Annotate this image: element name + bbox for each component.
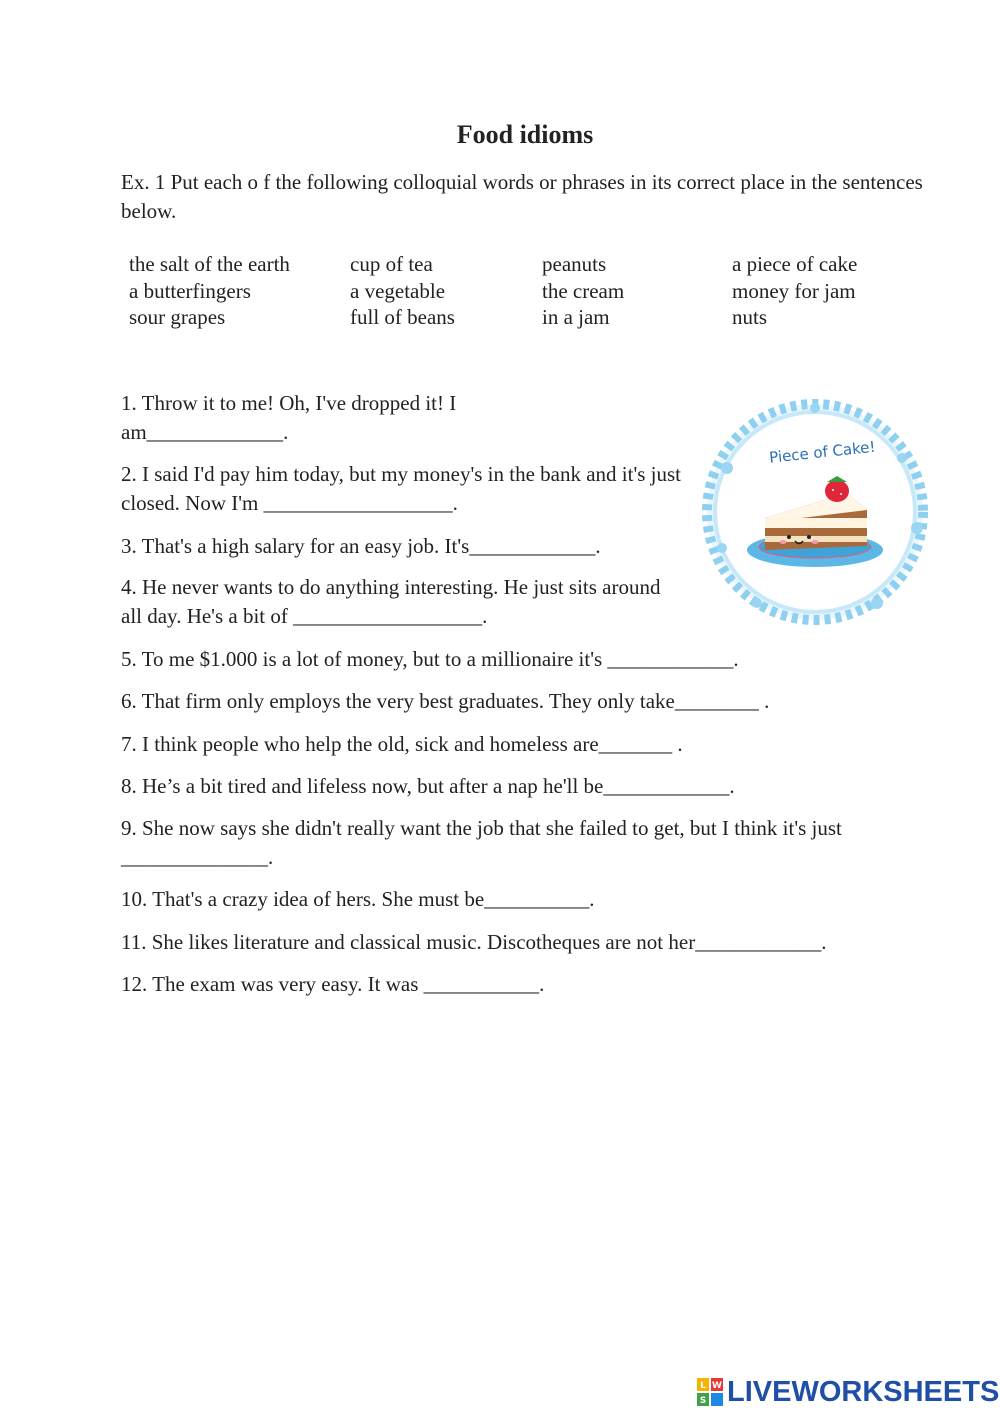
word-bank-item: money for jam (732, 278, 856, 303)
word-bank-item: in a jam (542, 305, 610, 329)
word-bank-item: full of beans (350, 305, 455, 329)
question-12: 12. The exam was very easy. It was ___________. (121, 972, 545, 996)
word-bank-item: a vegetable (350, 278, 446, 303)
word-bank-item: sour grapes (129, 305, 226, 329)
word-bank-row (129, 278, 949, 305)
liveworksheets-logo-icon (697, 1378, 723, 1406)
word-bank-row (129, 251, 949, 278)
word-bank-row (129, 304, 949, 331)
word-bank-item: peanuts (542, 252, 607, 276)
question-2: 2. I said I'd pay him today, but my money's in the bank and it's just closed. Now I'm __________________. (121, 462, 682, 515)
word-bank-item: a butterfingers (129, 278, 251, 303)
svg-text:L: L (700, 1381, 706, 1391)
question-6: 6. That firm only employs the very best graduates. They only take________ . (121, 689, 770, 713)
question-4: 4. He never wants to do anything interesting. He just sits around all day. He's a bit of __________________. (121, 575, 661, 628)
page-title: Food idioms (456, 120, 594, 149)
question-10: 10. That's a crazy idea of hers. She must be__________. (121, 887, 595, 911)
word-bank-item: nuts (732, 305, 768, 329)
word-bank-item: cup of tea (350, 252, 433, 276)
word-bank-item: the cream (542, 278, 625, 303)
svg-text:S: S (699, 1396, 707, 1406)
word-bank (129, 251, 949, 331)
question-9: 9. She now says she didn't really want the job that she failed to get, but I think it's just ______________. (121, 816, 842, 869)
word-bank-item: the salt of the earth (129, 252, 290, 276)
piece-of-cake-illustration (697, 398, 934, 626)
question-11: 11. She likes literature and classical music. Discotheques are not her____________. (121, 930, 827, 954)
illustration-caption: Piece of Cake! (768, 437, 877, 467)
question-7: 7. I think people who help the old, sick and homeless are_______ . (121, 732, 683, 756)
word-bank-item: a piece of cake (732, 252, 858, 276)
instructions: Ex. 1 Put each o f the following colloquial words or phrases in its correct place in the sentences below. (121, 170, 923, 223)
svg-text:W: W (712, 1381, 722, 1391)
liveworksheets-logo (697, 1374, 999, 1410)
question-8: 8. He’s a bit tired and lifeless now, but after a nap he'll be____________. (121, 774, 735, 798)
question-3: 3. That's a high salary for an easy job. It's____________. (121, 534, 601, 558)
question-1: 1. Throw it to me! Oh, I've dropped it! I am_____________. (121, 391, 457, 444)
liveworksheets-brand: LIVEWORKSHEETS (727, 1375, 1000, 1408)
question-5: 5. To me $1.000 is a lot of money, but to a millionaire it's ____________. (121, 647, 739, 671)
